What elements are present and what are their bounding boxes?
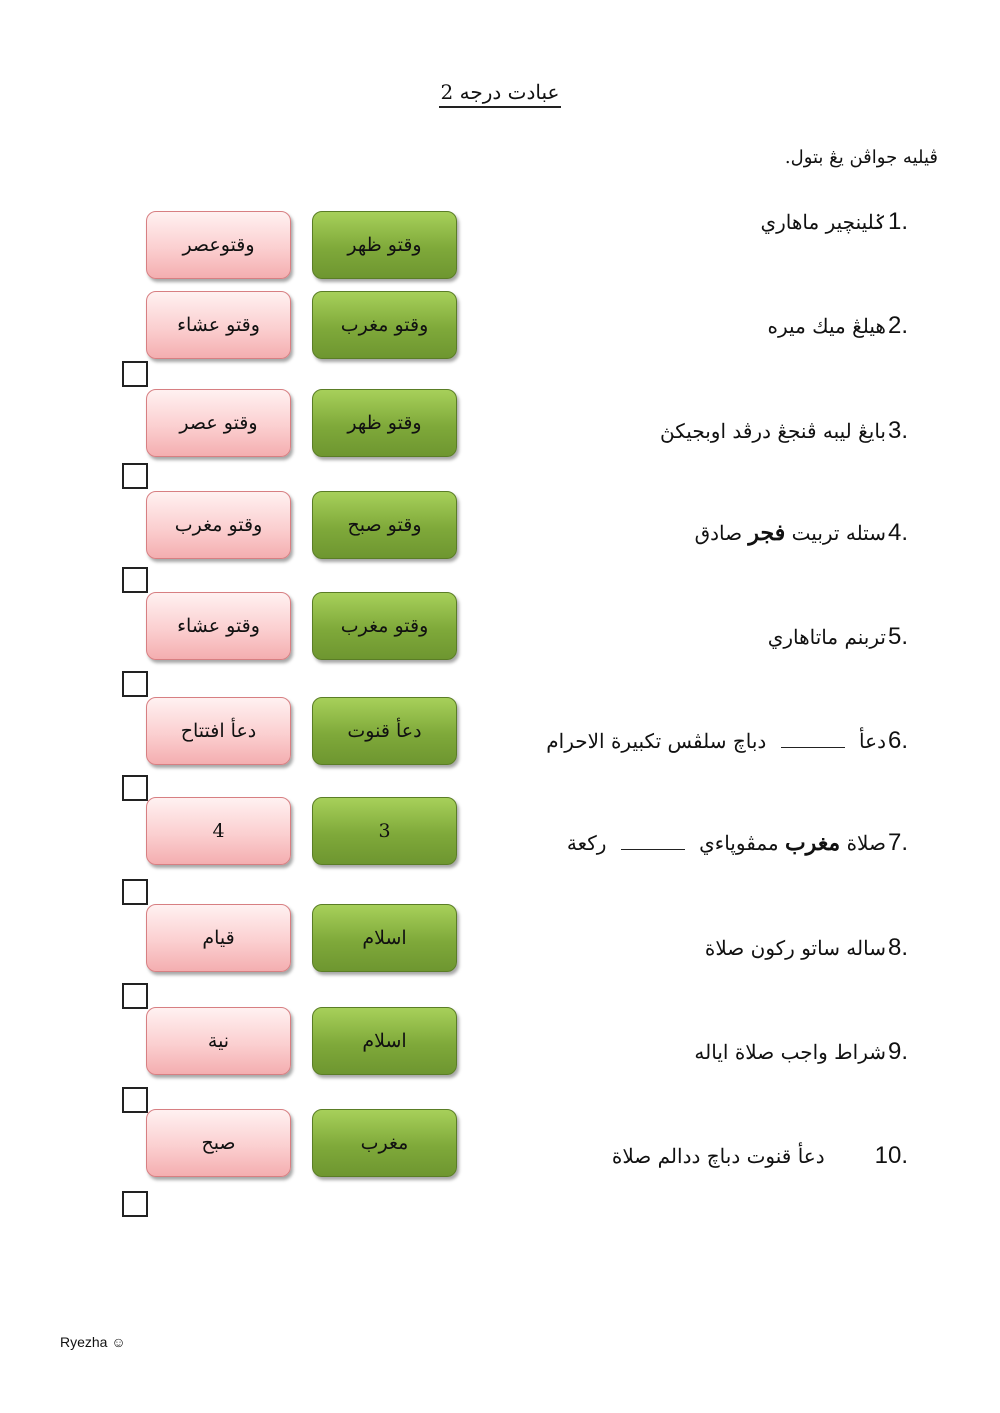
worksheet-title	[0, 80, 1000, 108]
question-text-part: صلاة	[846, 831, 886, 855]
question-text-bold: فجر	[748, 520, 786, 546]
option-pink-9[interactable]: نية	[146, 1007, 291, 1075]
option-green-1[interactable]: وقتو ظهر	[312, 211, 457, 279]
question-text: شراط واجب صلاة اياله	[694, 1040, 886, 1064]
question-number: 6.	[887, 727, 908, 754]
question-number: 1.	[887, 208, 908, 235]
question-7	[567, 829, 908, 857]
question-text-part: ممڤوڽاءي	[699, 831, 779, 855]
question-text-bold: مغرب	[784, 830, 841, 856]
author-footer: Ryezha ☺	[60, 1334, 126, 1350]
question-text: بايڠ ليبه ڤنجڠ درڤد اوبجيکڽ	[660, 419, 886, 443]
option-pink-8[interactable]: قيام	[146, 904, 291, 972]
answer-checkbox-4[interactable]	[122, 671, 148, 697]
answer-checkbox-1[interactable]	[122, 361, 148, 387]
question-10	[612, 1142, 908, 1170]
instruction-text: ڤيليه جواڤن يڠ بتول.	[784, 147, 938, 168]
title-text: عبادت درجه 2	[439, 80, 562, 108]
option-green-2[interactable]: وقتو مغرب	[312, 291, 457, 359]
option-green-9[interactable]: اسلام	[312, 1007, 457, 1075]
question-text	[695, 520, 886, 546]
question-number: 9.	[887, 1038, 908, 1065]
answer-blank	[781, 747, 845, 748]
option-pink-3[interactable]: وقتو عصر	[146, 389, 291, 457]
question-text: ساله ساتو رکون صلاة	[704, 936, 886, 960]
question-number: 8.	[887, 934, 908, 961]
question-5	[768, 623, 908, 651]
option-pink-1[interactable]: وقتوعصر	[146, 211, 291, 279]
question-text: ݢلينچير ماهاري	[760, 210, 886, 234]
question-number: 3.	[887, 417, 908, 444]
question-text: هيلڠ ميك ميره	[767, 314, 886, 338]
question-text-part: دعأ	[859, 729, 886, 753]
question-number: 7.	[887, 829, 908, 856]
option-pink-10[interactable]: صبح	[146, 1109, 291, 1177]
question-8	[705, 934, 908, 962]
option-green-8[interactable]: اسلام	[312, 904, 457, 972]
answer-checkbox-6[interactable]	[122, 879, 148, 905]
question-6	[546, 727, 908, 755]
question-text: دعأ قنوت دباچ ددالم صلاة	[611, 1144, 825, 1168]
question-2	[768, 312, 908, 340]
question-3	[660, 417, 908, 445]
question-1	[760, 208, 908, 236]
option-green-3[interactable]: وقتو ظهر	[312, 389, 457, 457]
question-text-part: ستله تربيت	[791, 521, 886, 545]
option-pink-6[interactable]: دعأ افتتاح	[146, 697, 291, 765]
question-number: 5.	[887, 623, 908, 650]
option-green-6[interactable]: دعأ قنوت	[312, 697, 457, 765]
answer-checkbox-2[interactable]	[122, 463, 148, 489]
question-text	[567, 830, 886, 856]
option-pink-7[interactable]: 4	[146, 797, 291, 865]
answer-checkbox-3[interactable]	[122, 567, 148, 593]
option-green-10[interactable]: مغرب	[312, 1109, 457, 1177]
question-number: 4.	[887, 519, 908, 546]
answer-checkbox-5[interactable]	[122, 775, 148, 801]
answer-checkbox-8[interactable]	[122, 1087, 148, 1113]
option-green-7[interactable]: 3	[312, 797, 457, 865]
question-number: 2.	[887, 312, 908, 339]
answer-blank	[621, 849, 685, 850]
option-green-4[interactable]: وقتو صبح	[312, 491, 457, 559]
option-green-5[interactable]: وقتو مغرب	[312, 592, 457, 660]
question-number: 10.	[874, 1142, 908, 1169]
option-pink-5[interactable]: وقتو عشاء	[146, 592, 291, 660]
question-text: تربنم ماتاهاري	[767, 625, 886, 649]
answer-checkbox-9[interactable]	[122, 1191, 148, 1217]
question-text-part: رکعة	[566, 831, 607, 855]
question-text-part: دباچ سلڤس تکبيرة الاحرام	[546, 729, 767, 753]
question-text-part: صادق	[694, 521, 743, 545]
question-4	[695, 519, 908, 547]
answer-checkbox-7[interactable]	[122, 983, 148, 1009]
question-text	[546, 729, 886, 753]
option-pink-4[interactable]: وقتو مغرب	[146, 491, 291, 559]
question-9	[694, 1038, 908, 1066]
option-pink-2[interactable]: وقتو عشاء	[146, 291, 291, 359]
